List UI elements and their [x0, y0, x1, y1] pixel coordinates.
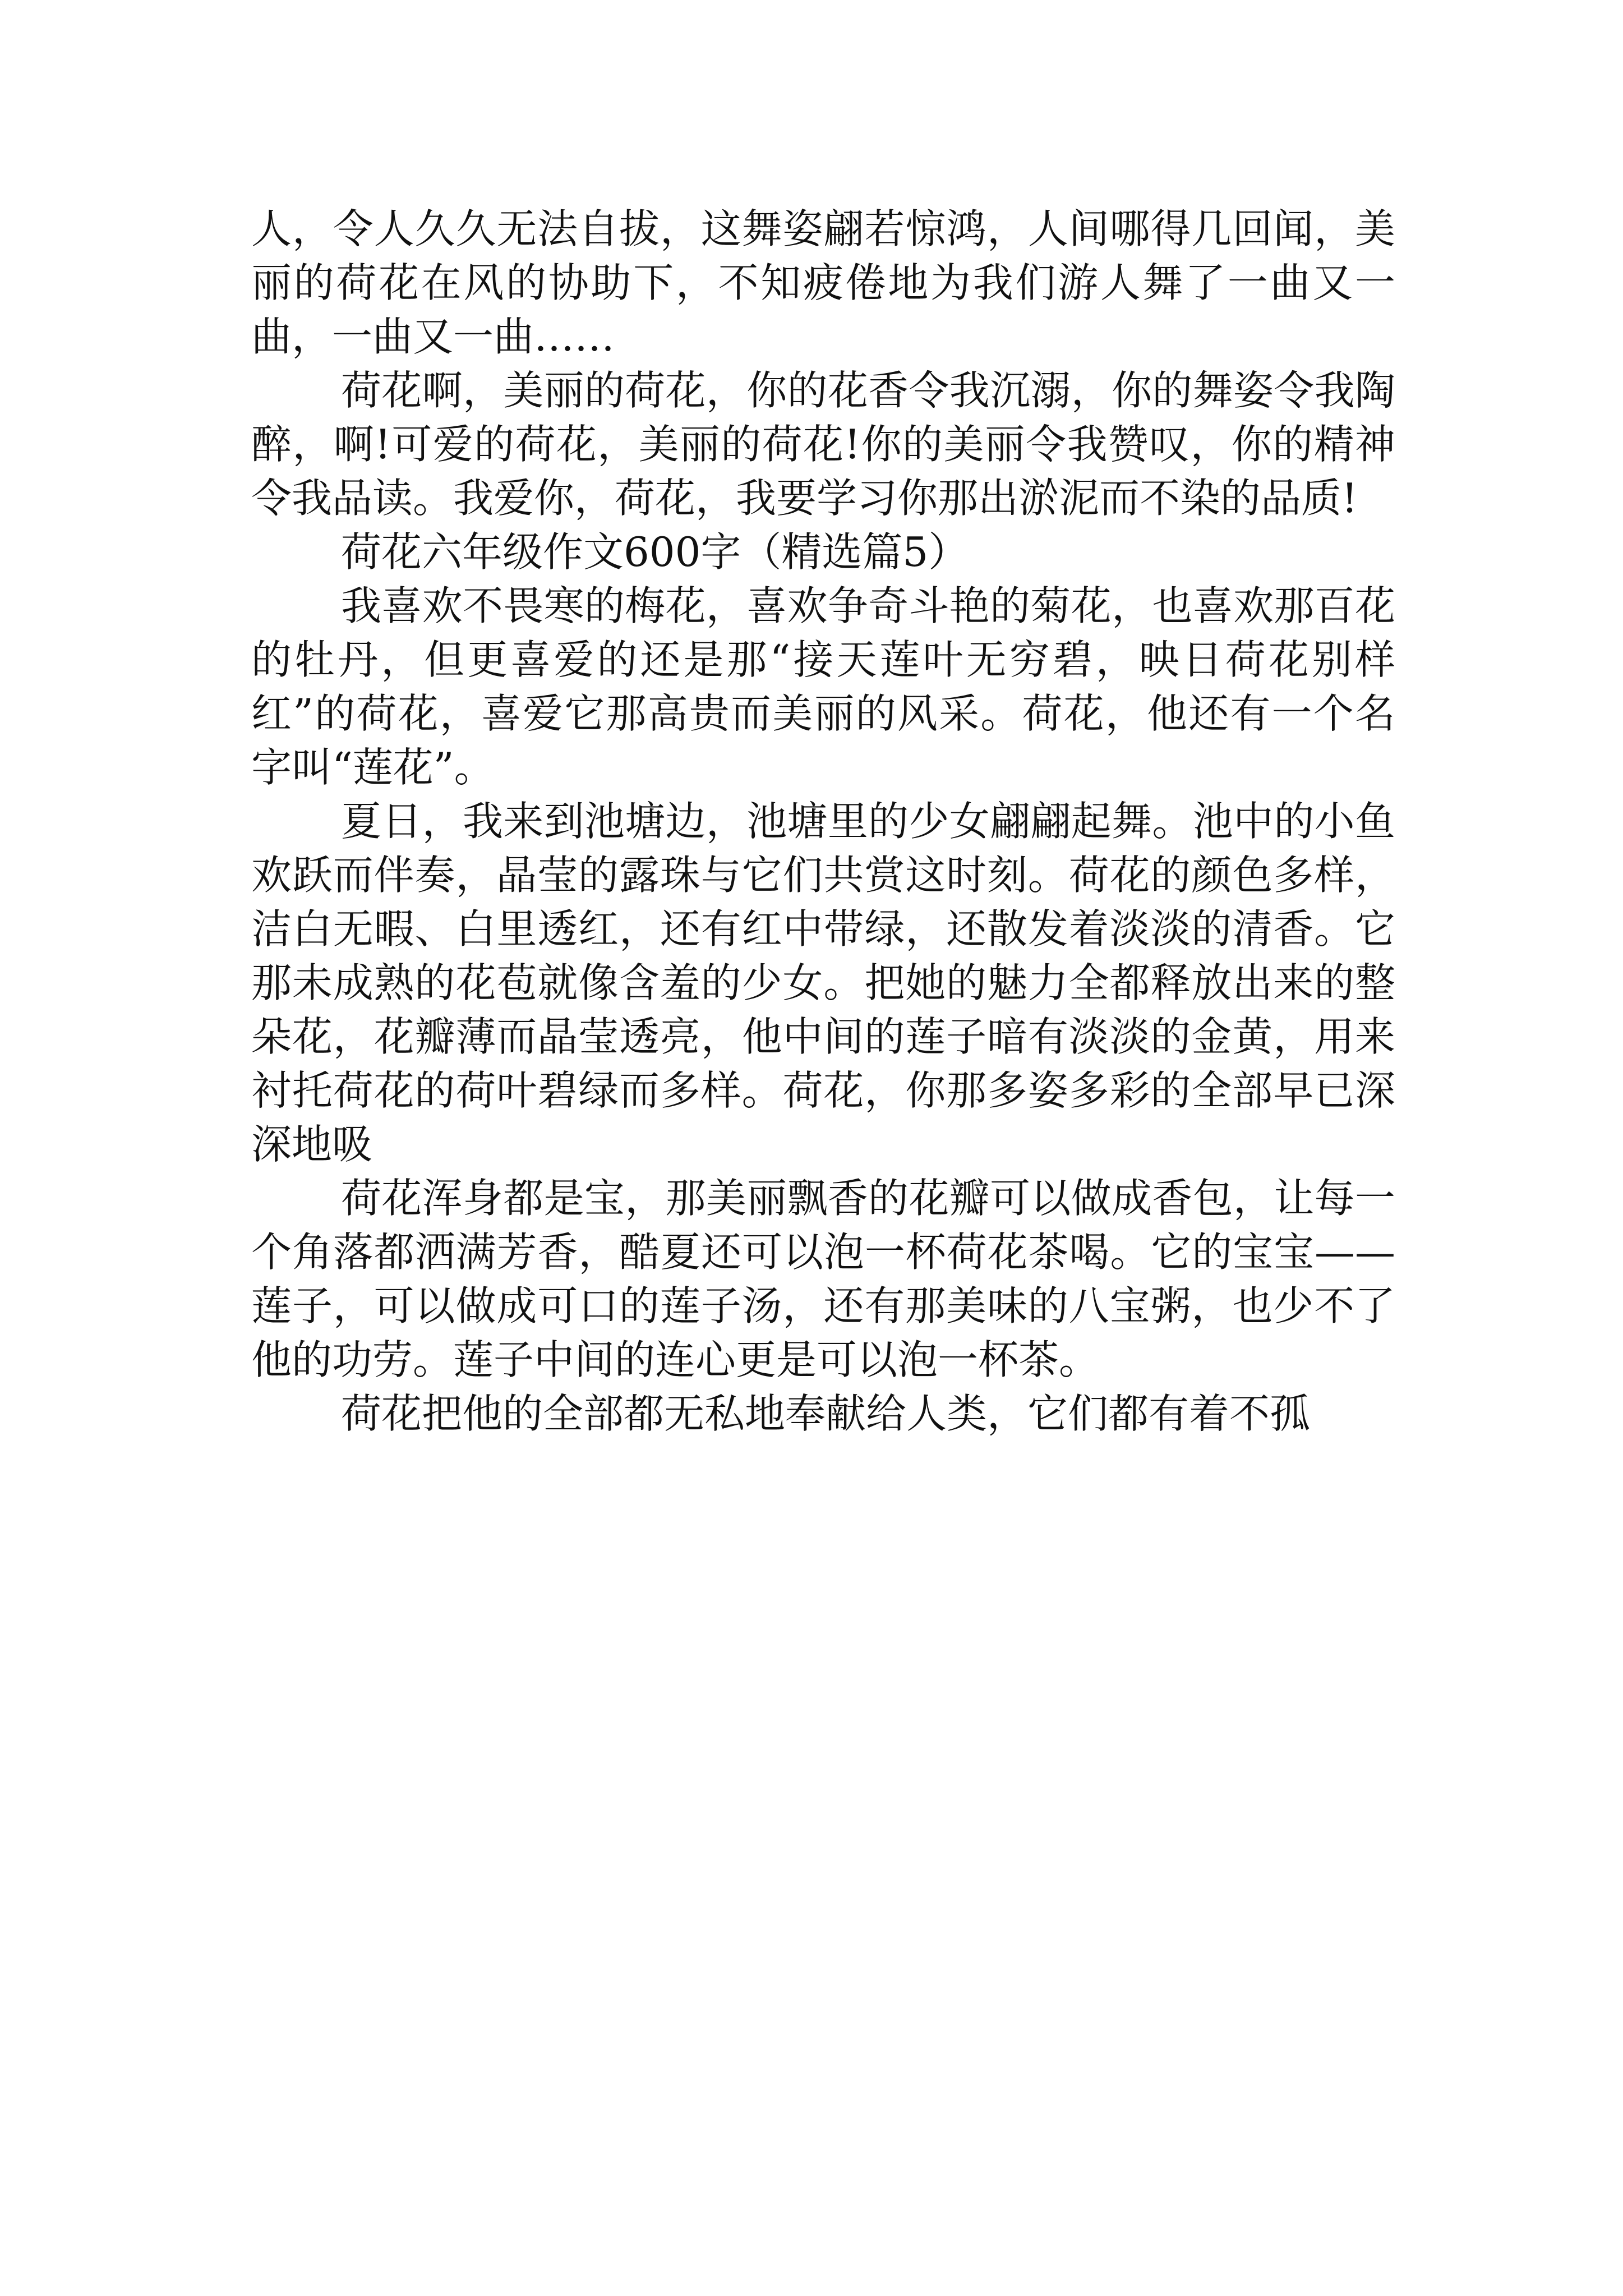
paragraph: 荷花啊，美丽的荷花，你的花香令我沉溺，你的舞姿令我陶醉，啊!可爱的荷花，美丽的荷花!你的美丽令我赞叹，你的精神令我品读。我爱你，荷花，我要学习你那出淤泥而不染的品质!	[251, 367, 1395, 522]
section-heading: 荷花六年级作文600字（精选篇5）	[341, 528, 969, 576]
paragraph: 人，令人久久无法自拔，这舞姿翩若惊鸿，人间哪得几回闻，美丽的荷花在风的协助下，不知疲倦地为我们游人舞了一曲又一曲，一曲又一曲……	[251, 205, 1395, 360]
document-body	[251, 202, 1395, 1441]
paragraph: 荷花浑身都是宝，那美丽飘香的花瓣可以做成香包，让每一个角落都洒满芳香，酷夏还可以泡一杯荷花茶喝。它的宝宝——莲子，可以做成可口的莲子汤，还有那美味的八宝粥，也少不了他的功劳。莲子中间的连心更是可以泡一杯茶。	[251, 1175, 1395, 1383]
paragraph: 夏日，我来到池塘边，池塘里的少女翩翩起舞。池中的小鱼欢跃而伴奏，晶莹的露珠与它们共赏这时刻。荷花的颜色多样，洁白无暇、白里透红，还有红中带绿，还散发着淡淡的清香。它那未成熟的花苞就像含羞的少女。把她的魅力全都释放出来的整朵花，花瓣薄而晶莹透亮，他中间的莲子暗有淡淡的金黄，用来衬托荷花的荷叶碧绿而多样。荷花，你那多姿多彩的全部早已深深地吸	[251, 798, 1395, 1168]
paragraph: 荷花把他的全部都无私地奉献给人类，它们都有着不孤	[341, 1390, 1311, 1437]
paragraph: 我喜欢不畏寒的梅花，喜欢争奇斗艳的菊花，也喜欢那百花的牡丹，但更喜爱的还是那“接天莲叶无穷碧，映日荷花别样红”的荷花，喜爱它那高贵而美丽的风采。荷花，他还有一个名字叫“莲花”。	[251, 582, 1395, 791]
